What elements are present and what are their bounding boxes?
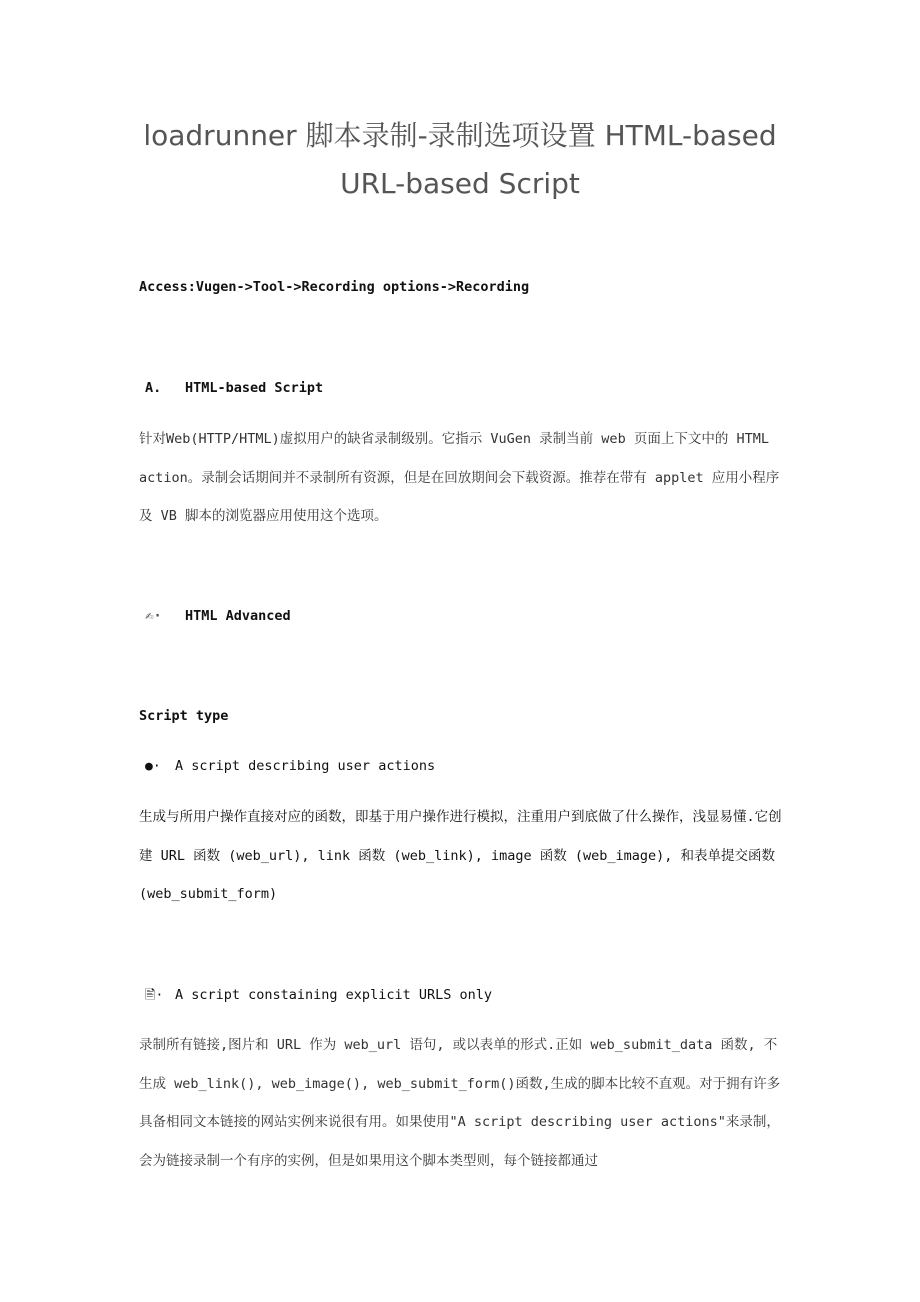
- title-line-2: URL-based Script: [340, 167, 580, 200]
- html-advanced-label: HTML Advanced: [185, 608, 291, 624]
- option-1-paragraph: 生成与所用户操作直接对应的函数，即基于用户操作进行模拟，注重用户到底做了什么操作，浅显易懂.它创建 URL 函数 (web_url), link 函数 (web_link), image 函数 (web_image), 和表单提交函数 (web_submit_form): [139, 809, 782, 902]
- document-icon: 🖹·: [145, 988, 164, 1003]
- option-2-label: A script constaining explicit URLS only: [175, 987, 492, 1003]
- section-a-heading: [145, 380, 323, 396]
- access-path: Access:Vugen->Tool->Recording options->Recording: [139, 279, 530, 295]
- section-a-label: HTML-based Script: [185, 380, 324, 396]
- bullet-icon: ●·: [145, 759, 161, 774]
- option-2-line: [145, 986, 492, 1008]
- option-1-label: A script describing user actions: [175, 758, 436, 774]
- option-2-paragraph: 录制所有链接,图片和 URL 作为 web_url 语句, 或以表单的形式.正如 web_submit_data 函数, 不生成 web_link(), web_image(), web_submit_form()函数,生成的脚本比较不直观。对于拥有许多具备相同文本链接的网站实例来说很有用。如果使用"A script describing user actions"来录制，会为链接录制一个有序的实例，但是如果用这个脚本类型则，每个链接都通过: [139, 1037, 781, 1169]
- pen-icon: ✍·: [145, 608, 162, 624]
- section-a-paragraph: 针对Web(HTTP/HTML)虚拟用户的缺省录制级别。它指示 VuGen 录制当前 web 页面上下文中的 HTML action。录制会话期间并不录制所有资源，但是在回放期间会下载资源。推荐在带有 applet 应用小程序及 VB 脚本的浏览器应用使用这个选项。: [139, 431, 780, 524]
- html-advanced-heading: [145, 608, 291, 624]
- section-a-marker: A.: [145, 380, 162, 396]
- option-1-line: [145, 758, 435, 774]
- page-title: [100, 112, 820, 208]
- script-type-heading: Script type: [139, 708, 229, 724]
- title-line-1: loadrunner 脚本录制-录制选项设置 HTML-based: [143, 119, 777, 152]
